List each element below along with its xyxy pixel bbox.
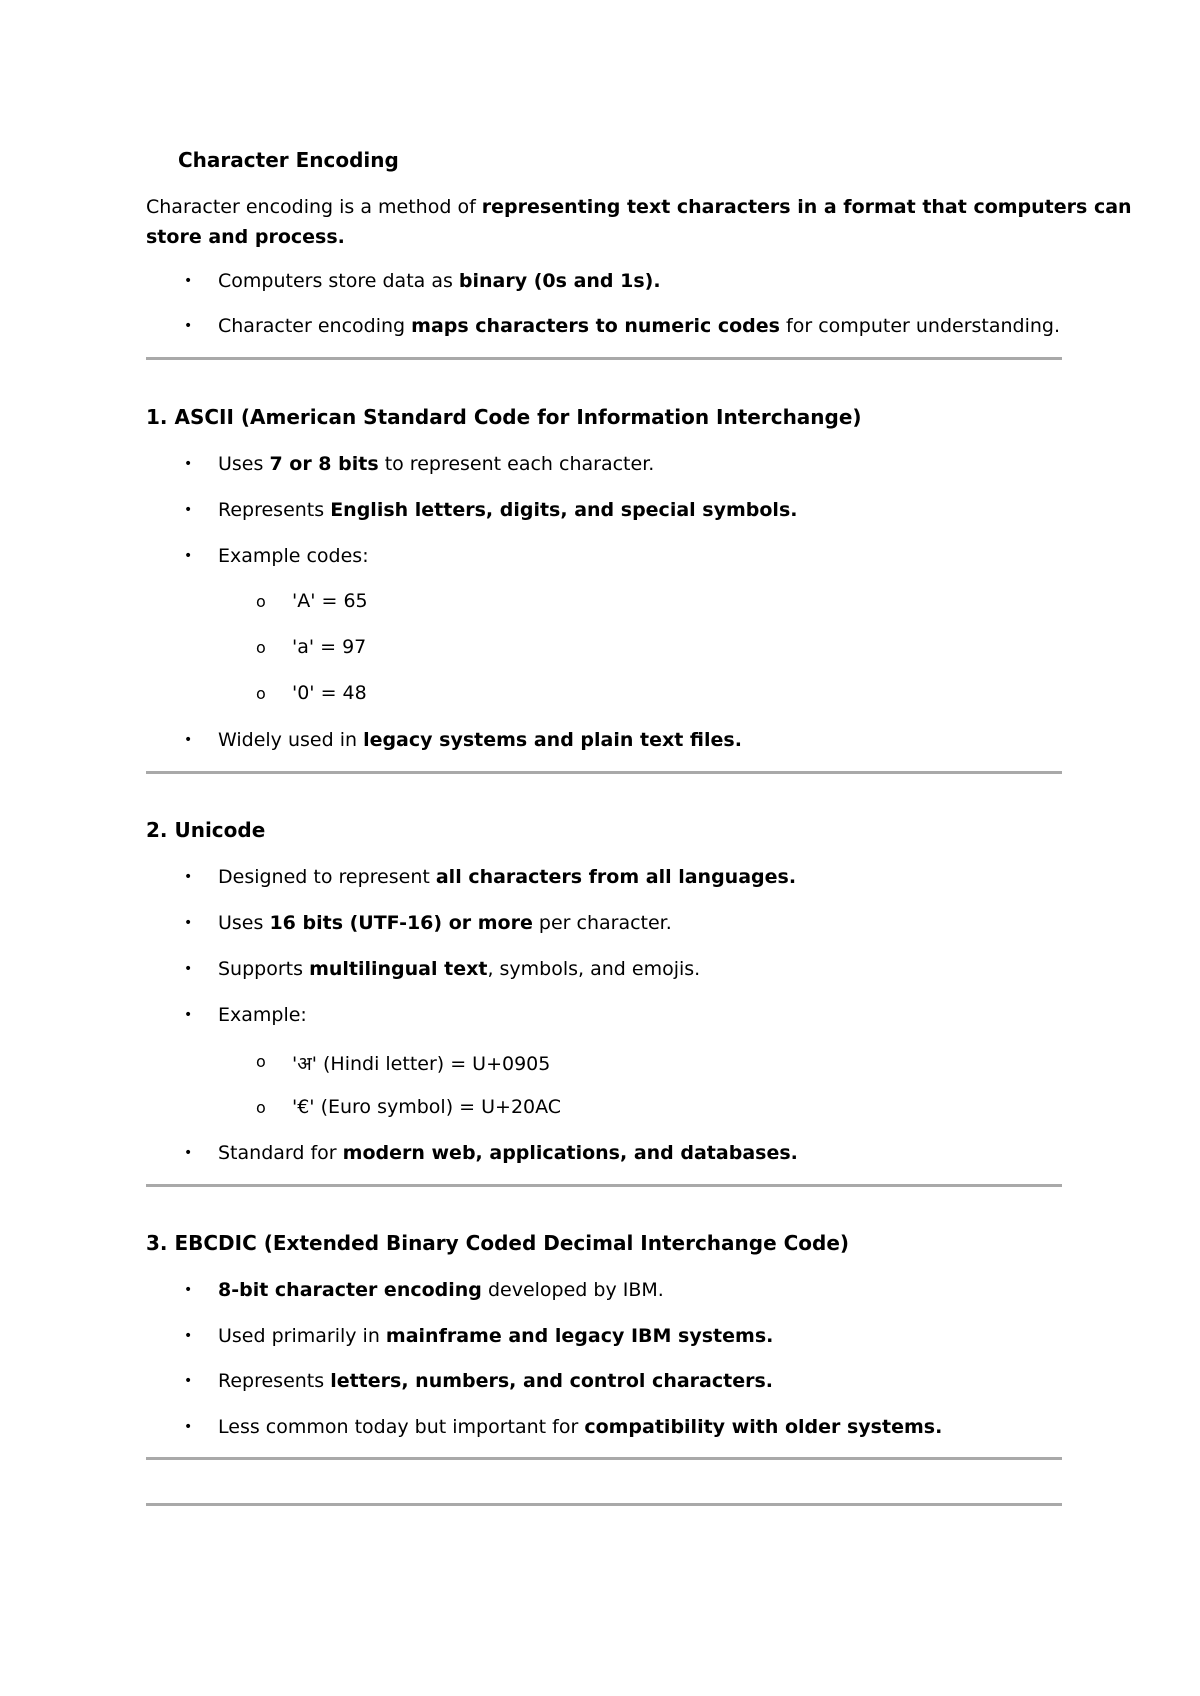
sub-bullet-circle: o (256, 1098, 266, 1117)
unicode-bullet-2 (218, 912, 672, 934)
bullet-text-plain: Widely used in (218, 729, 364, 751)
bullet-text-plain: Example: (218, 1004, 307, 1026)
unicode-bullet-5 (218, 1142, 798, 1164)
ebcdic-bullet-1 (218, 1279, 664, 1301)
sub-bullet-circle: o (256, 592, 266, 611)
bullet-dot: • (184, 1007, 193, 1023)
bullet-text-plain: Example codes: (218, 545, 369, 567)
bullet-dot: • (184, 502, 193, 518)
intro-line-2 (146, 222, 345, 252)
ascii-bullet-2 (218, 499, 797, 521)
bullet-text-tail: , symbols, and emojis. (487, 958, 701, 980)
intro-bullet-1 (218, 270, 661, 292)
bullet-text-bold: compatibility with older systems. (584, 1416, 943, 1438)
bullet-dot: • (184, 318, 193, 334)
section-heading-ascii: 1. ASCII (American Standard Code for Information Interchange) (146, 405, 862, 429)
bullet-text-bold: letters, numbers, and control characters. (330, 1370, 773, 1392)
bullet-text-tail: to represent each character. (378, 453, 655, 475)
bullet-text-plain: Represents (218, 1370, 331, 1392)
bullet-dot: • (184, 961, 193, 977)
ebcdic-bullet-2 (218, 1325, 773, 1347)
bullet-text-tail: per character. (532, 912, 672, 934)
bullet-text-plain: Designed to represent (218, 866, 436, 888)
bullet-dot: • (184, 548, 193, 564)
ascii-bullet-1 (218, 453, 654, 475)
bullet-dot: • (184, 732, 193, 748)
ascii-example-zero: '0' = 48 (292, 682, 367, 704)
horizontal-rule (146, 771, 1062, 774)
horizontal-rule (146, 1503, 1062, 1506)
bullet-dot: • (184, 1145, 193, 1161)
ascii-bullet-3 (218, 545, 369, 567)
sub-bullet-circle: o (256, 1052, 266, 1071)
bullet-dot: • (184, 1282, 193, 1298)
bullet-text-bold: modern web, applications, and databases. (342, 1142, 798, 1164)
bullet-dot: • (184, 1419, 193, 1435)
horizontal-rule (146, 357, 1062, 360)
bullet-text-plain: Uses (218, 453, 270, 475)
intro-text-bold-2: store and process. (146, 226, 345, 248)
bullet-text-plain: Uses (218, 912, 270, 934)
section-heading-unicode: 2. Unicode (146, 818, 266, 842)
bullet-text-plain: Represents (218, 499, 331, 521)
bullet-text-plain: Standard for (218, 1142, 343, 1164)
bullet-dot: • (184, 869, 193, 885)
bullet-text-plain: Computers store data as (218, 270, 459, 292)
bullet-text-bold: binary (0s and 1s). (458, 270, 661, 292)
ascii-bullet-4 (218, 729, 742, 751)
unicode-bullet-3 (218, 958, 700, 980)
ebcdic-bullet-4 (218, 1416, 942, 1438)
bullet-dot: • (184, 915, 193, 931)
ebcdic-bullet-3 (218, 1370, 773, 1392)
bullet-text-bold: maps characters to numeric codes (411, 315, 780, 337)
unicode-bullet-1 (218, 866, 796, 888)
horizontal-rule (146, 1457, 1062, 1460)
bullet-text-tail: for computer understanding. (779, 315, 1061, 337)
bullet-text-plain: Less common today but important for (218, 1416, 585, 1438)
bullet-text-bold: multilingual text (309, 958, 488, 980)
unicode-bullet-4 (218, 1004, 307, 1026)
bullet-text-bold: all characters from all languages. (435, 866, 797, 888)
document-title: Character Encoding (178, 148, 399, 172)
bullet-dot: • (184, 1328, 193, 1344)
bullet-text-bold: 8-bit character encoding (218, 1279, 482, 1301)
ascii-example-a-lower: 'a' = 97 (292, 636, 367, 658)
intro-text-plain: Character encoding is a method of (146, 196, 482, 218)
ascii-example-a-upper: 'A' = 65 (292, 590, 368, 612)
bullet-text-tail: developed by IBM. (481, 1279, 664, 1301)
bullet-dot: • (184, 456, 193, 472)
bullet-dot: • (184, 1373, 193, 1389)
bullet-text-plain: Used primarily in (218, 1325, 386, 1347)
section-heading-ebcdic: 3. EBCDIC (Extended Binary Coded Decimal Interchange Code) (146, 1231, 850, 1255)
bullet-text-bold: 16 bits (UTF-16) or more (269, 912, 533, 934)
bullet-dot: • (184, 273, 193, 289)
bullet-text-plain: Supports (218, 958, 310, 980)
intro-text-bold: representing text characters in a format that computers can (481, 196, 1132, 218)
bullet-text-bold: 7 or 8 bits (269, 453, 379, 475)
bullet-text-bold: mainframe and legacy IBM systems. (385, 1325, 774, 1347)
unicode-example-euro: '€' (Euro symbol) = U+20AC (292, 1096, 562, 1118)
horizontal-rule (146, 1184, 1062, 1187)
sub-bullet-circle: o (256, 638, 266, 657)
unicode-example-hindi: 'अ' (Hindi letter) = U+0905 (292, 1053, 551, 1075)
intro-bullet-2 (218, 315, 1060, 337)
bullet-text-plain: Character encoding (218, 315, 412, 337)
sub-bullet-circle: o (256, 684, 266, 703)
bullet-text-bold: legacy systems and plain text files. (363, 729, 742, 751)
intro-line-1 (146, 192, 1132, 222)
bullet-text-bold: English letters, digits, and special symbols. (330, 499, 798, 521)
